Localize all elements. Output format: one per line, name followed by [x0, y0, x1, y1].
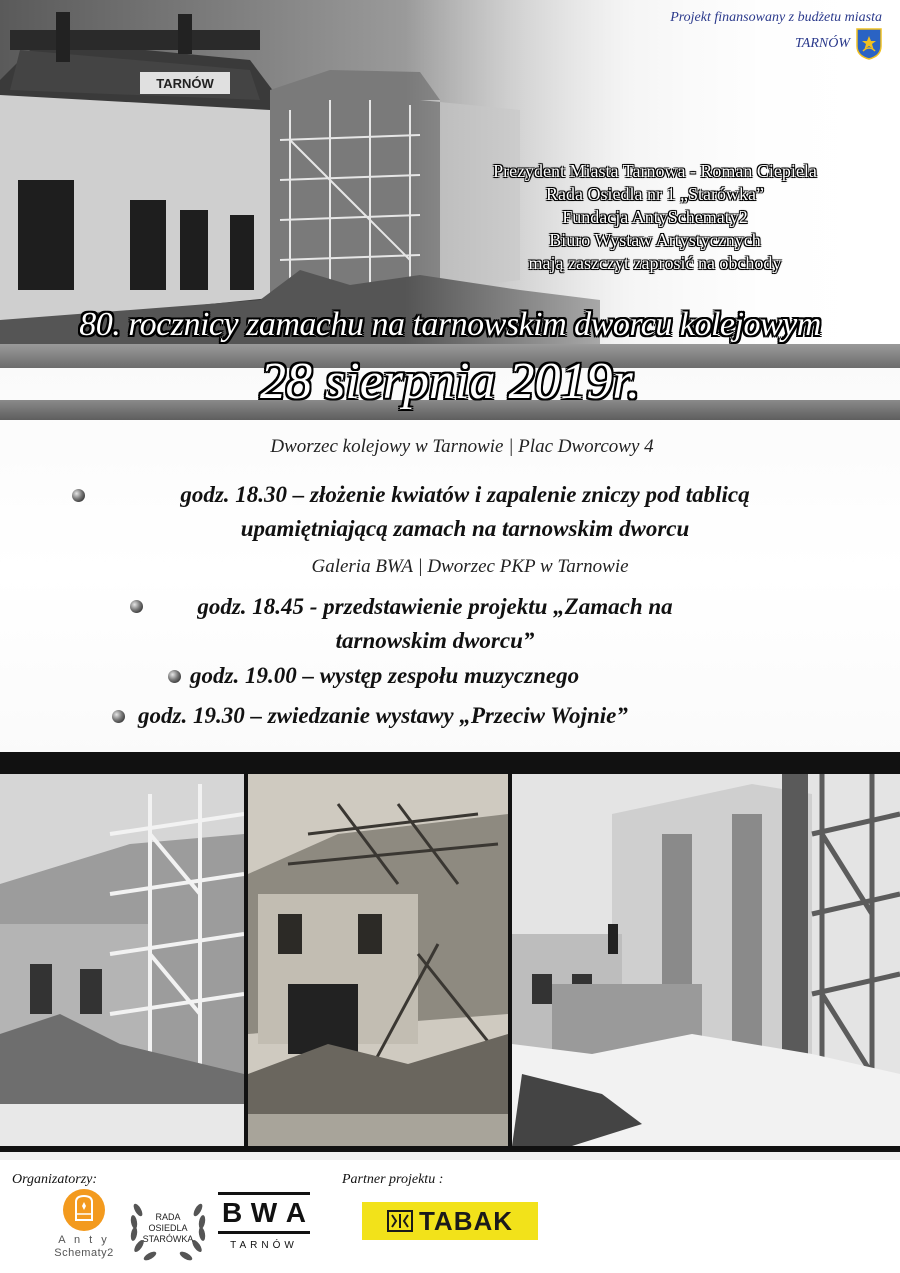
bwa-letter-w: W [250, 1197, 278, 1228]
partner-label: Partner projektu : [342, 1172, 444, 1187]
antyschematy-line1: A n t y [58, 1234, 110, 1246]
bwa-subtitle: TARNÓW [230, 1240, 298, 1251]
tabak-wordmark: TABAK [418, 1205, 514, 1236]
bullet-icon [72, 489, 85, 502]
program-item-2-line2: tarnowskim dworcu” [335, 628, 535, 653]
program-item-1-line1: godz. 18.30 – złożenie kwiatów i zapalenie zniczy pod tablicą [180, 482, 750, 507]
program-item-1-line2: upamiętniającą zamach na tarnowskim dworcu [240, 516, 690, 541]
archival-photo-3 [512, 774, 900, 1146]
rada-line3: STARÓWKA [142, 1234, 194, 1244]
tarnow-crest-icon [856, 28, 882, 60]
tabak-emblem-icon [387, 1209, 413, 1233]
venue-gallery: Galeria BWA | Dworzec PKP w Tarnowie [311, 556, 629, 577]
rada-line2: OSIEDLA [148, 1223, 188, 1233]
bwa-letter-a: A [285, 1197, 306, 1228]
tabak-partner-logo [362, 1202, 538, 1240]
host-line: Biuro Wystaw Artystycznych [549, 230, 761, 250]
host-line: Prezydent Miasta Tarnowa - Roman Ciepiela [493, 161, 817, 181]
program-item-2 [150, 590, 720, 658]
host-line: Rada Osiedla nr 1 „Starówka” [546, 184, 764, 204]
program-item-1 [90, 478, 840, 546]
archival-photo-1 [0, 774, 244, 1146]
host-line: Fundacja AntySchematy2 [562, 207, 748, 227]
funding-line: Projekt finansowany z budżetu miasta [670, 10, 882, 25]
bullet-icon [130, 600, 143, 613]
program-item-2-line1: godz. 18.45 - przedstawienie projektu „Zamach na [197, 594, 673, 619]
funding-note [582, 10, 882, 60]
antyschematy-emblem-icon [62, 1188, 106, 1232]
venue-station: Dworzec kolejowy w Tarnowie | Plac Dworcowy 4 [270, 436, 654, 457]
program-item-4: godz. 19.30 – zwiedzanie wystawy „Przeciw Wojnie” [138, 703, 628, 728]
event-headline: 80. rocznicy zamachu na tarnowskim dworcu kolejowym [79, 306, 821, 343]
rada-osiedla-logo [124, 1190, 212, 1268]
funding-city: TARNÓW [795, 36, 850, 51]
bullet-icon [112, 710, 125, 723]
program-item-3: godz. 19.00 – występ zespołu muzycznego [190, 663, 580, 688]
event-date: 28 sierpnia 2019r. [260, 353, 640, 410]
archival-photos-strip [0, 752, 900, 1152]
antyschematy-logo [44, 1188, 124, 1270]
antyschematy-line2: Schematy2 [54, 1247, 114, 1259]
rada-line1: RADA [155, 1212, 181, 1222]
hosts-list [420, 160, 890, 275]
bwa-letter-b: B [222, 1197, 243, 1228]
organizers-label: Organizatorzy: [12, 1172, 98, 1187]
host-line: mają zaszczyt zaprosić na obchody [528, 253, 782, 273]
footer [0, 1160, 900, 1273]
bullet-icon [168, 670, 181, 683]
archival-photo-2 [248, 774, 508, 1146]
bwa-tarnow-logo [218, 1192, 310, 1266]
